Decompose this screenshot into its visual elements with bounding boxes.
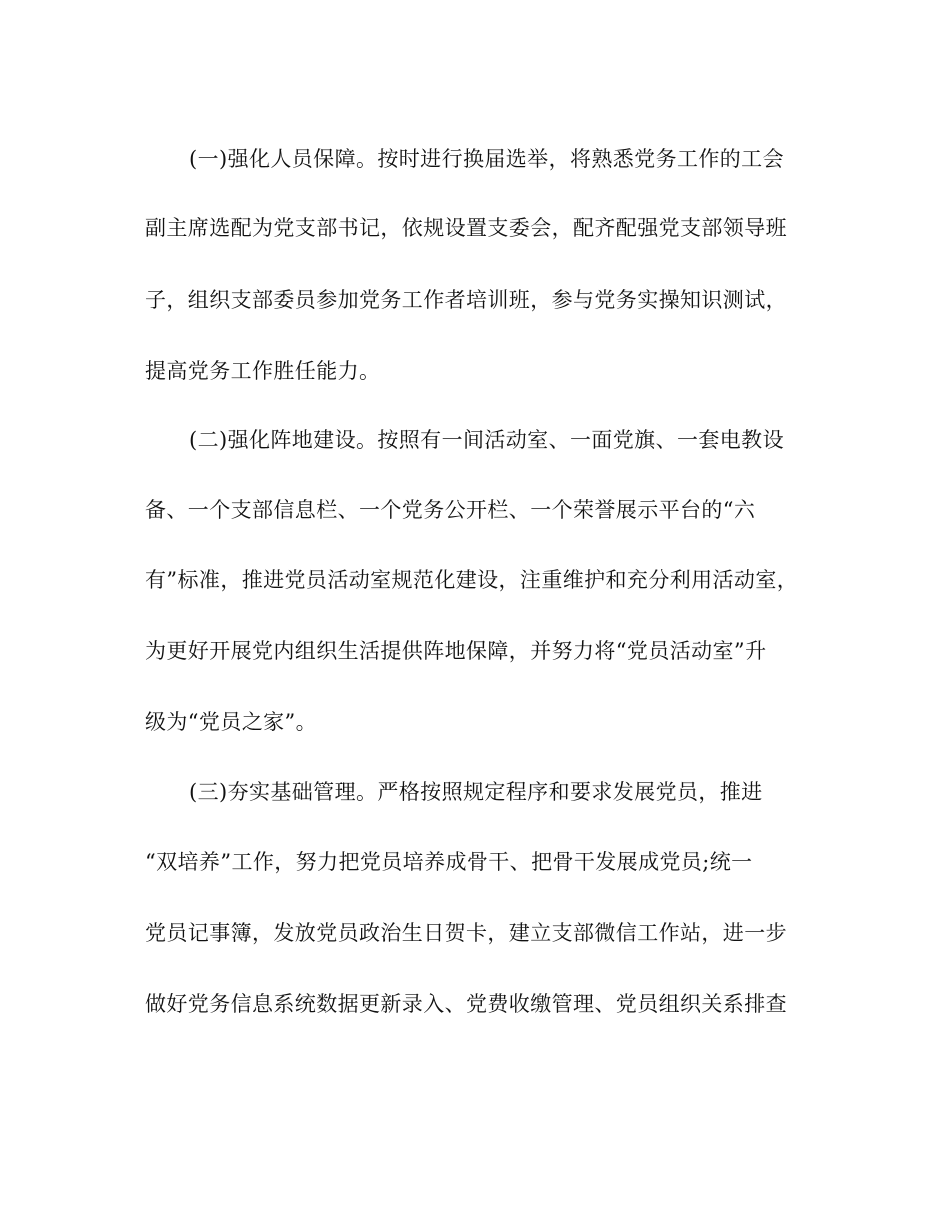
paragraph-2-line-4: 为更好开展党内组织生活提供阵地保障，并努力将“党员活动室”升 (145, 639, 767, 663)
paragraph-1-line-2: 副主席选配为党支部书记，依规设置支委会，配齐配强党支部领导班 (145, 216, 787, 240)
paragraph-3-line-2: “双培养”工作，努力把党员培养成骨干、把骨干发展成党员;统一 (145, 850, 753, 874)
paragraph-3-line-4: 做好党务信息系统数据更新录入、党费收缴管理、党员组织关系排查 (145, 992, 787, 1016)
paragraph-3-line-3: 党员记事簿，发放党员政治生日贺卡，建立支部微信工作站，进一步 (145, 921, 787, 945)
paragraph-1-line-1: (一)强化人员保障。按时进行换届选举，将熟悉党务工作的工会 (189, 147, 784, 171)
paragraph-1-line-4: 提高党务工作胜任能力。 (145, 359, 381, 383)
paragraph-1-line-3: 子，组织支部委员参加党务工作者培训班，参与党务实操知识测试， (145, 288, 787, 312)
paragraph-2-line-2: 备、一个支部信息栏、一个党务公开栏、一个荣誉展示平台的“六 (145, 498, 756, 522)
paragraph-3-line-1: (三)夯实基础管理。严格按照规定程序和要求发展党员，推进 (189, 780, 763, 804)
paragraph-2-line-5: 级为“党员之家”。 (145, 710, 318, 734)
paragraph-2-line-3: 有”标准，推进党员活动室规范化建设，注重维护和充分利用活动室， (145, 568, 799, 592)
paragraph-2-line-1: (二)强化阵地建设。按照有一间活动室、一面党旗、一套电教设 (189, 428, 784, 452)
